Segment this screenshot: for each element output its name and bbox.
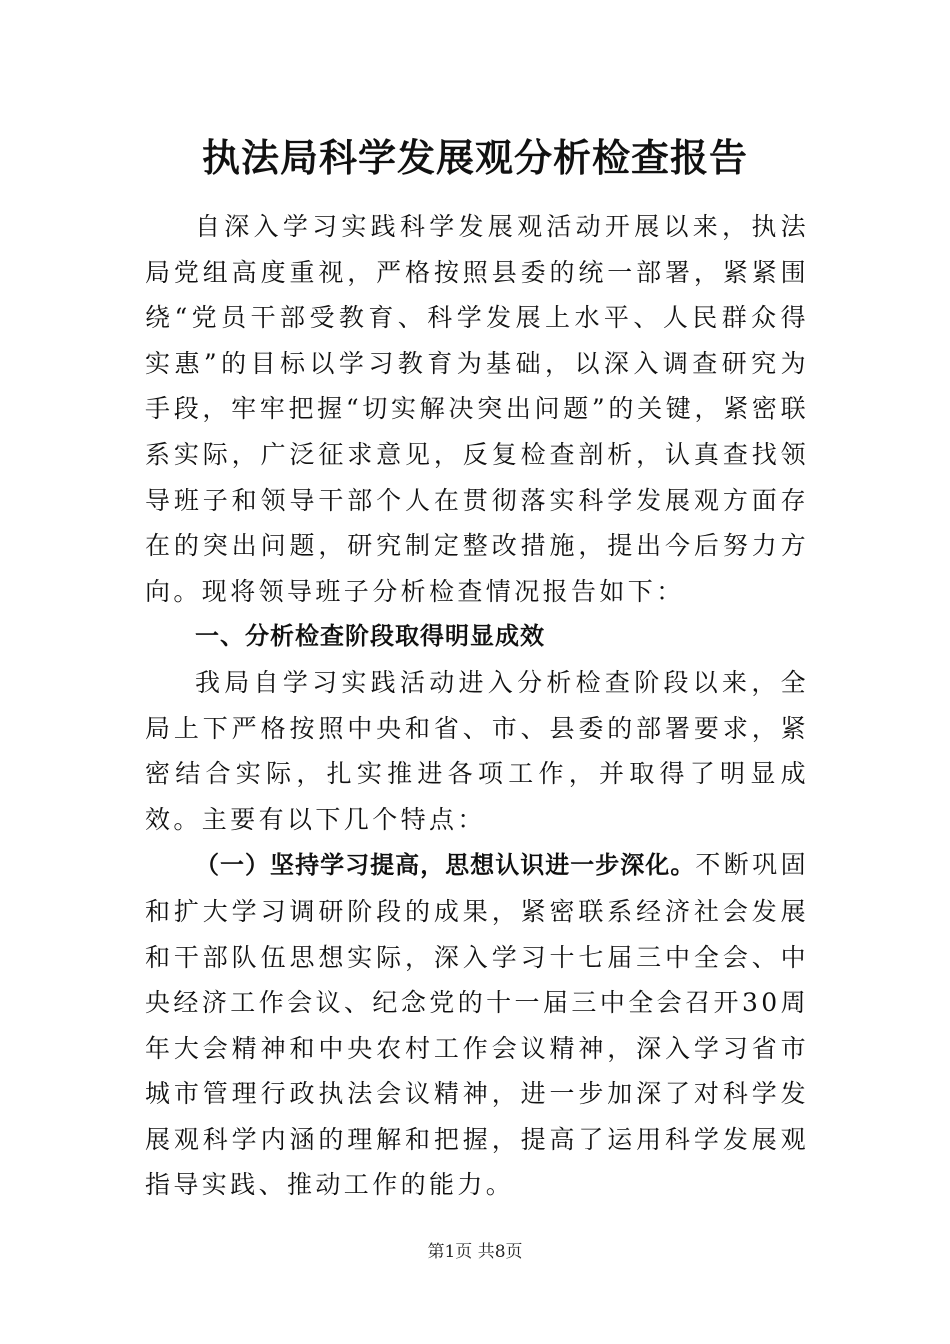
page-footer: 第1页 共8页 <box>427 1242 523 1262</box>
subsection-1-lead: （一）坚持学习提高，思想认识进一步深化。 <box>195 851 696 880</box>
subsection-1-body: 不断巩固和扩大学习调研阶段的成果，紧密联系经济社会发展和干部队伍思想实际，深入学习十七届三中全会、中央经济工作会议、纪念党的十一届三中全会召开30周年大会精神和中央农村工作会议精神，深入学习省市城市管理行政执法会议精神，进一步加深了对科学发展观科学内涵的理解和把握，提高了运用科学发展观指导实践、推动工作的能力。 <box>145 850 809 1200</box>
section-1-paragraph: 我局自学习实践活动进入分析检查阶段以来，全局上下严格按照中央和省、市、县委的部署要求，紧密结合实际，扎实推进各项工作，并取得了明显成效。主要有以下几个特点： <box>145 667 809 834</box>
intro-paragraph: 自深入学习实践科学发展观活动开展以来，执法局党组高度重视，严格按照县委的统一部署，紧紧围绕“党员干部受教育、科学发展上水平、人民群众得实惠”的目标以学习教育为基础，以深入调查研究为手段，牢牢把握“切实解决突出问题”的关键，紧密联系实际，广泛征求意见，反复检查剖析，认真查找领导班子和领导干部个人在贯彻落实科学发展观方面存在的突出问题，研究制定整改措施，提出今后努力方向。现将领导班子分析检查情况报告如下： <box>145 212 809 606</box>
document-title: 执法局科学发展观分析检查报告 <box>201 136 748 180</box>
subsection-1-paragraph <box>145 842 809 1208</box>
document-body <box>145 204 809 1208</box>
section-heading-1: 一、分析检查阶段取得明显成效 <box>195 622 545 651</box>
